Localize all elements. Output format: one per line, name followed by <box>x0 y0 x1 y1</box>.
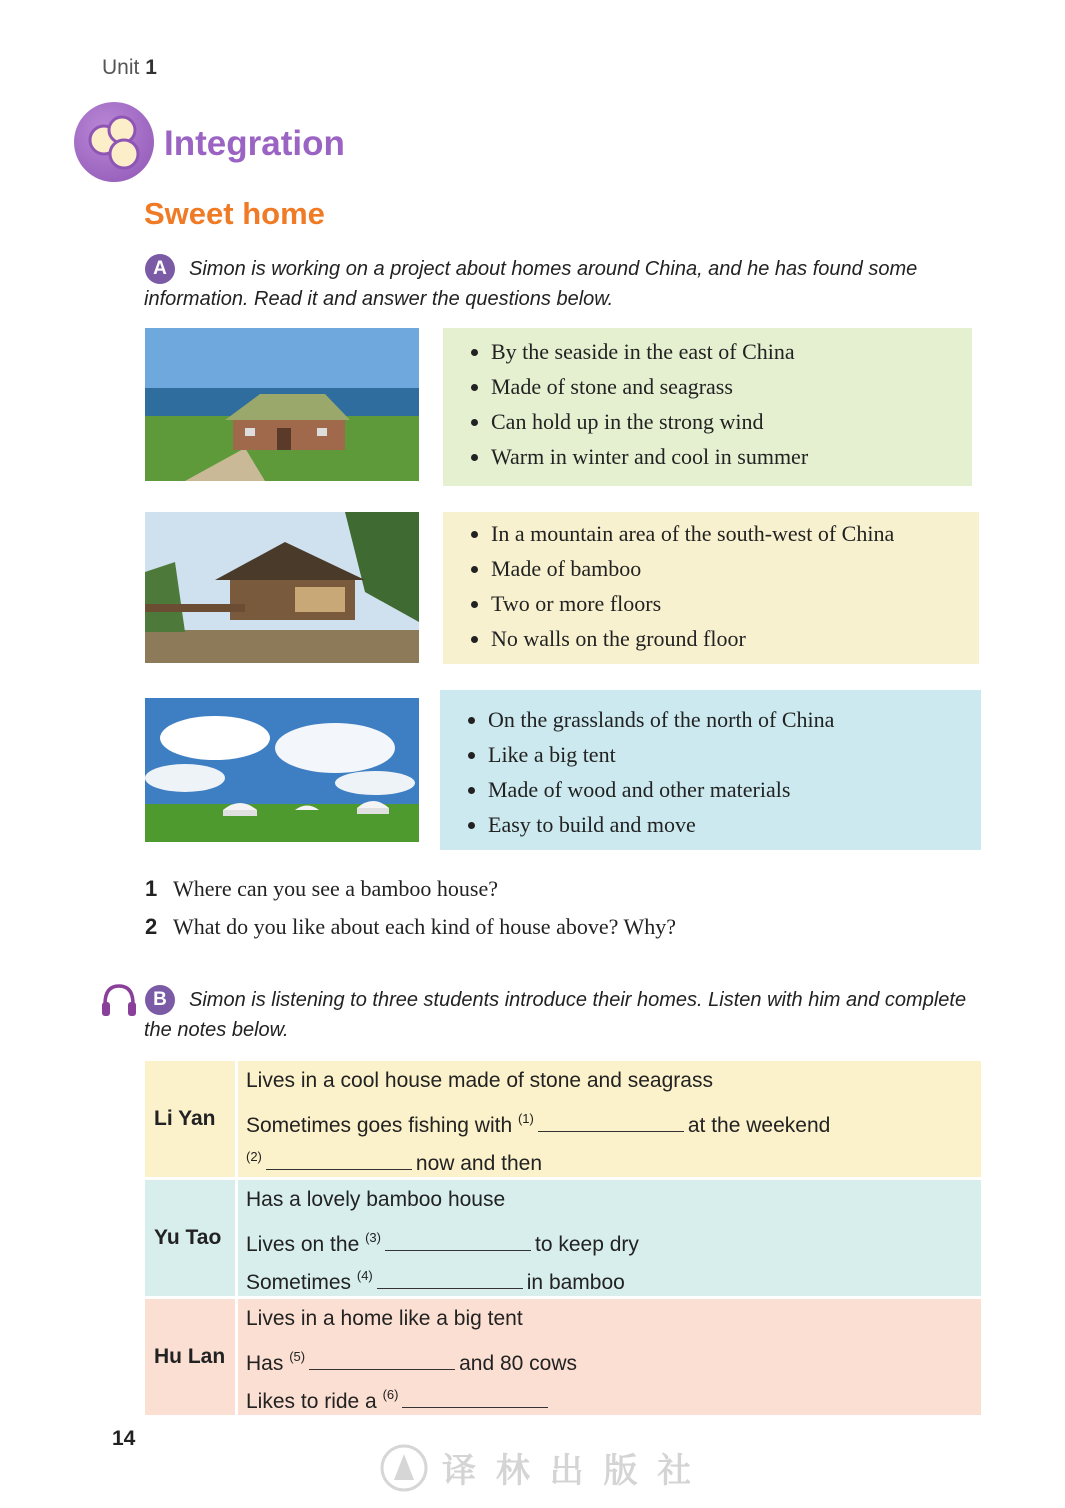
note-text: and 80 cows <box>459 1352 578 1375</box>
fact-item: • Made of bamboo <box>491 551 959 586</box>
house-1-facts-panel <box>443 328 972 486</box>
student-name: Li Yan <box>145 1061 238 1177</box>
house-3-facts-panel <box>440 690 981 850</box>
note-text: Sometimes goes fishing with <box>246 1114 513 1137</box>
question-1 <box>145 876 498 902</box>
part-b-badge: B <box>145 985 175 1015</box>
note-line <box>246 1100 980 1138</box>
page-number: 14 <box>112 1427 136 1450</box>
fact-item: • In a mountain area of the south-west of China <box>491 516 959 551</box>
blank-number: (5) <box>289 1349 306 1364</box>
answer-blank-1[interactable] <box>538 1109 684 1132</box>
note-line <box>246 1257 980 1295</box>
lesson-title: Sweet home <box>144 196 325 231</box>
house-1-facts <box>463 334 952 474</box>
note-text: Sometimes <box>246 1271 352 1294</box>
answer-blank-2[interactable] <box>266 1147 412 1170</box>
note-text: now and then <box>415 1152 542 1175</box>
integration-icon <box>74 102 154 182</box>
part-a-badge: A <box>145 254 175 284</box>
part-b-instruction: Simon is listening to three students introduce their homes. Listen with him and complete the notes below. <box>144 989 967 1041</box>
note-line: Lives in a cool house made of stone and seagrass <box>246 1069 713 1092</box>
fact-item: • Warm in winter and cool in summer <box>491 439 952 474</box>
section-title: Integration <box>164 124 345 163</box>
answer-blank-3[interactable] <box>385 1228 531 1251</box>
part-a-instruction: Simon is working on a project about homes around China, and he has found some information. Read it and answer the questions below. <box>144 258 918 310</box>
answer-blank-6[interactable] <box>402 1385 548 1408</box>
fact-item: • Made of stone and seagrass <box>491 369 952 404</box>
answer-blank-4[interactable] <box>377 1266 523 1289</box>
blank-number: (4) <box>356 1268 373 1283</box>
note-line: Has a lovely bamboo house <box>246 1188 506 1211</box>
notes-row-hu-lan <box>145 1299 981 1415</box>
fact-item: • Two or more floors <box>491 586 959 621</box>
notes-cell <box>238 1299 981 1415</box>
question-text: Where can you see a bamboo house? <box>173 876 498 901</box>
fact-item: • On the grasslands of the north of China <box>488 702 961 737</box>
house-2-facts-panel <box>443 512 979 664</box>
unit-number: 1 <box>145 56 157 79</box>
tree-logo-icon <box>380 1442 690 1498</box>
student-name: Yu Tao <box>145 1180 238 1296</box>
student-name: Hu Lan <box>145 1299 238 1415</box>
fact-item: • By the seaside in the east of China <box>491 334 952 369</box>
note-text: at the weekend <box>687 1114 831 1137</box>
blank-number: (2) <box>246 1149 262 1164</box>
unit-word: Unit <box>102 56 140 79</box>
fact-item: • Made of wood and other materials <box>488 772 961 807</box>
headphones-icon[interactable] <box>100 982 138 1023</box>
blank-number: (1) <box>517 1111 534 1126</box>
note-line <box>246 1338 980 1376</box>
answer-blank-5[interactable] <box>309 1347 455 1370</box>
publisher-mark-text: 译 林 出 版 社 <box>442 1451 690 1491</box>
unit-label <box>102 56 157 80</box>
stone-seagrass-house-photo <box>145 328 419 481</box>
notes-cell <box>238 1180 981 1296</box>
circles-icon <box>74 102 154 182</box>
note-line <box>246 1219 980 1257</box>
house-2-facts <box>463 516 959 656</box>
notes-row-li-yan <box>145 1061 981 1177</box>
bamboo-house-photo <box>145 512 419 663</box>
blank-number: (6) <box>382 1387 399 1402</box>
notes-row-yu-tao <box>145 1180 981 1296</box>
fact-item: • Like a big tent <box>488 737 961 772</box>
note-text: Likes to ride a <box>246 1390 377 1413</box>
note-text: Has <box>246 1352 284 1375</box>
publisher-watermark <box>380 1442 690 1498</box>
question-number: 2 <box>145 914 158 939</box>
notes-table <box>145 1058 981 1418</box>
yurt-grassland-photo <box>145 698 419 842</box>
note-line <box>246 1138 980 1176</box>
blank-number: (3) <box>365 1230 381 1245</box>
house-3-facts <box>460 702 961 842</box>
fact-item: • Easy to build and move <box>488 807 961 842</box>
question-text: What do you like about each kind of house above? Why? <box>173 914 676 939</box>
fact-item: • No walls on the ground floor <box>491 621 959 656</box>
note-line <box>246 1376 980 1414</box>
note-text: to keep dry <box>534 1233 639 1256</box>
question-number: 1 <box>145 876 158 901</box>
notes-cell <box>238 1061 981 1177</box>
fact-item: • Can hold up in the strong wind <box>491 404 952 439</box>
question-2 <box>145 914 676 940</box>
note-text: in bamboo <box>526 1271 625 1294</box>
note-line: Lives in a home like a big tent <box>246 1307 523 1330</box>
note-text: Lives on the <box>246 1233 360 1256</box>
